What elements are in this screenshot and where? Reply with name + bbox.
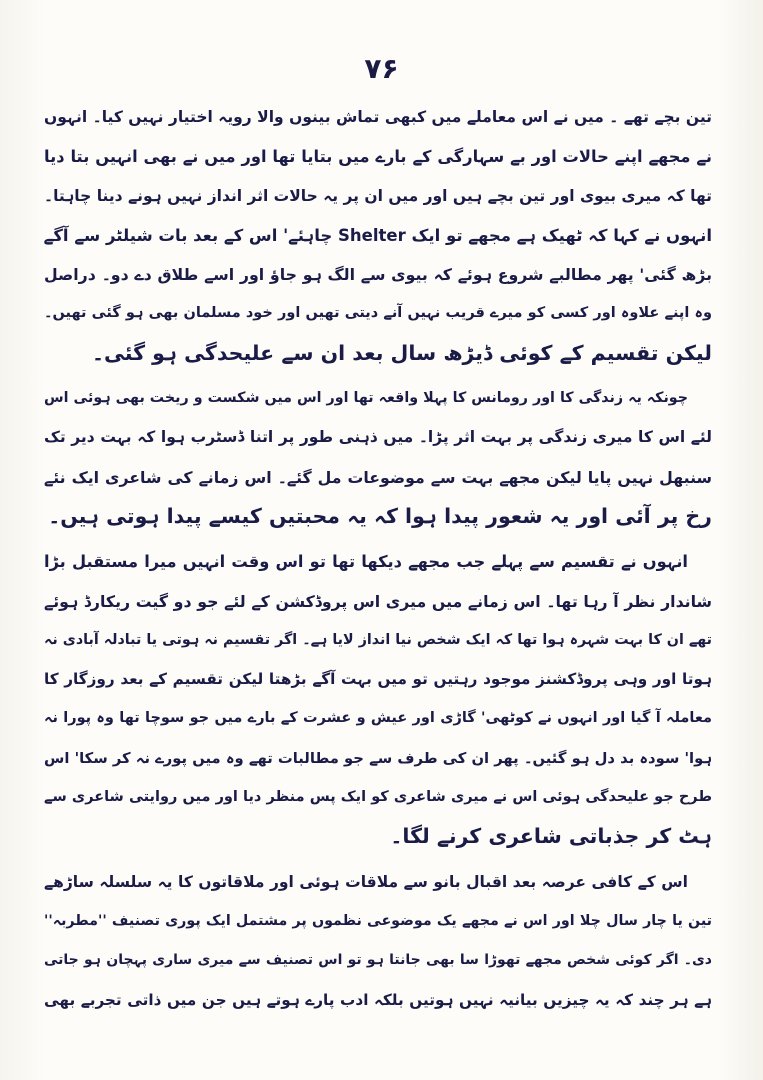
paragraph (44, 863, 712, 1020)
text-line: دی۔ اگر کوئی شخص مجھے تھوڑا سا بھی جانتا ہو تو اس تصنیف سے میری ساری پہچان ہو جاتی (44, 952, 712, 969)
text-line: چونکہ یہ زندگی کا اور رومانس کا پہلا واقعہ تھا اور اس میں شکست و ریخت بھی ہوئی اس (44, 390, 688, 407)
text-line: ہوا' سودہ بد دل ہو گئیں۔ پھر ان کی طرف سے جو مطالبات تھے وہ میں پورے نہ کر سکا' اس (44, 749, 712, 767)
text-line: شاندار نظر آ رہا تھا۔ اس زمانے میں میری اس پروڈکشن کے لئے جو دو گیت ریکارڈ ہوئے (44, 591, 712, 611)
paragraph (44, 98, 712, 373)
text-line: معاملہ آ گیا اور انہوں نے کوٹھی' گاڑی اور عیش و عشرت کے بارے میں جو سوچا تھا وہ پورا نہ (44, 710, 712, 727)
text-line: لیکن تقسیم کے کوئی ڈیڑھ سال بعد ان سے علیحدگی ہو گئی۔ (91, 340, 712, 365)
text-line: ہوتا اور وہی پروڈکشنز موجود رہتیں تو میں بہت آگے بڑھتا لیکن تقسیم کے بعد روزگار کا (44, 670, 712, 689)
text-line: اس کے کافی عرصہ بعد اقبال بانو سے ملاقات ہوئی اور ملاقاتوں کا یہ سلسلہ ساڑھے (44, 872, 688, 891)
text-line: ہٹ کر جذباتی شاعری کرنے لگا۔ (390, 824, 712, 849)
text-line: تھے ان کا بہت شہرہ ہوا تھا کہ ایک شخص نیا انداز لایا ہے۔ اگر تقسیم نہ ہوتی یا تبادلہ آبادی نہ (44, 631, 712, 648)
text-line: بڑھ گئی' پھر مطالبے شروع ہوئے کہ بیوی سے الگ ہو جاؤ اور اسے طلاق دے دو۔ دراصل (44, 265, 712, 285)
paragraph (44, 379, 712, 536)
paragraph (44, 542, 712, 856)
text-line: لئے اس کا میری زندگی پر بہت اثر پڑا۔ میں ذہنی طور پر اتنا ڈسٹرب ہوا کہ بہت دیر تک (44, 428, 712, 447)
text-line: نے مجھے اپنے حالات اور بے سہارگی کے بارے میں بتایا تھا اور میں نے بھی انہیں بتا دیا (44, 147, 712, 167)
text-line: تین یا چار سال چلا اور اس نے مجھے یک موضوعی نظموں پر مشتمل ایک پوری تصنیف ''مطربہ'' (44, 912, 712, 929)
text-line: تین بچے تھے ۔ میں نے اس معاملے میں کبھی تماش بینوں والا رویہ اختیار نہیں کیا۔ انہوں (44, 108, 712, 126)
text-line: سنبھل نہیں پایا لیکن مجھے بہت سے موضوعات مل گئے۔ اس زمانے کی شاعری ایک نئے (44, 467, 712, 487)
text-line: طرح جو علیحدگی ہوئی اس نے میری شاعری کو ایک پس منظر دیا اور میں روایتی شاعری سے (44, 789, 712, 806)
text-line: وہ اپنے علاوہ اور کسی کو میرے قریب نہیں آنے دیتی تھیں اور خود مسلمان بھی ہو گئی تھیں۔ (44, 305, 712, 322)
text-line: ہے ہر چند کہ یہ چیزیں بیانیہ نہیں ہوتیں بلکہ ادب پارے ہوتے ہیں جن میں ذاتی تجربے بھی (44, 990, 712, 1009)
page-number: ۷۶ (364, 52, 399, 85)
text-line: رخ پر آئی اور یہ شعور پیدا ہوا کہ یہ محبتیں کیسے پیدا ہوتی ہیں۔ (48, 503, 712, 528)
text-line: انہوں نے کہا کہ ٹھیک ہے مجھے تو ایک Shelter چاہئے' اس کے بعد بات شیلٹر سے آگے (44, 225, 712, 245)
text-line: انہوں نے تقسیم سے پہلے جب مجھے دیکھا تھا تو اس وقت انہیں میرا مستقبل بڑا (44, 552, 688, 572)
body-text (44, 98, 712, 1020)
text-line: تھا کہ میری بیوی اور تین بچے ہیں اور میں ان پر یہ حالات اثر انداز نہیں ہونے دینا چاہتا۔ (44, 186, 712, 205)
